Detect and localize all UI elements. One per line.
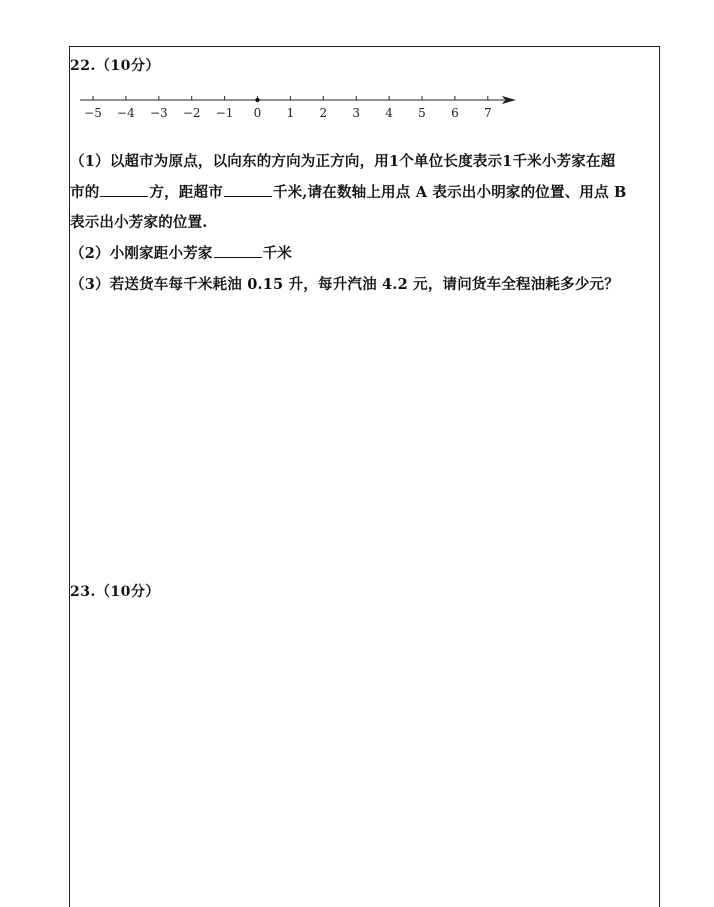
tick-label: 1 [286,106,295,120]
question-23-header: 23.（10分） [70,584,160,600]
tick-label: −4 [117,106,135,120]
tick-label: 5 [418,106,426,120]
question-22-header: 22.（10分） [70,58,160,74]
part1-line2 [70,181,627,202]
part2-text-b: 千米 [262,245,292,262]
part3-line: （3）若送货车每千米耗油 0.15 升，每升汽油 4.2 元，请问货车全程油耗多少元？ [70,276,619,293]
answer-box [69,46,660,907]
tick-label: −3 [149,106,168,120]
tick-label: 4 [385,106,393,120]
part2-text-a: （2）小刚家距小芳家 [70,245,213,262]
blank-direction [100,182,148,197]
number-line [74,90,524,124]
tick-label: 6 [451,106,459,120]
blank-part2 [214,243,262,258]
tick-label: −5 [84,106,102,120]
origin-dot [255,98,259,102]
tick-label: −2 [182,106,201,120]
tick-label: 3 [352,106,361,120]
axis-arrow-icon [502,96,516,104]
part1-text-c: 千米,请在数轴上用点 A 表示出小明家的位置、用点 B [272,184,627,201]
tick-label: −1 [215,106,234,120]
blank-distance [224,182,272,197]
part1-line1: （1）以超市为原点，以向东的方向为正方向，用1个单位长度表示1千米小芳家在超 [70,153,616,170]
tick-label: 0 [253,106,262,120]
tick-label: 2 [319,106,328,120]
part1-text-a: 市的 [70,184,100,201]
part1-text-b: 方，距超市 [149,184,223,201]
tick-label: 7 [483,106,492,120]
part2-line [70,242,292,263]
part1-line3: 表示出小芳家的位置. [70,214,208,231]
